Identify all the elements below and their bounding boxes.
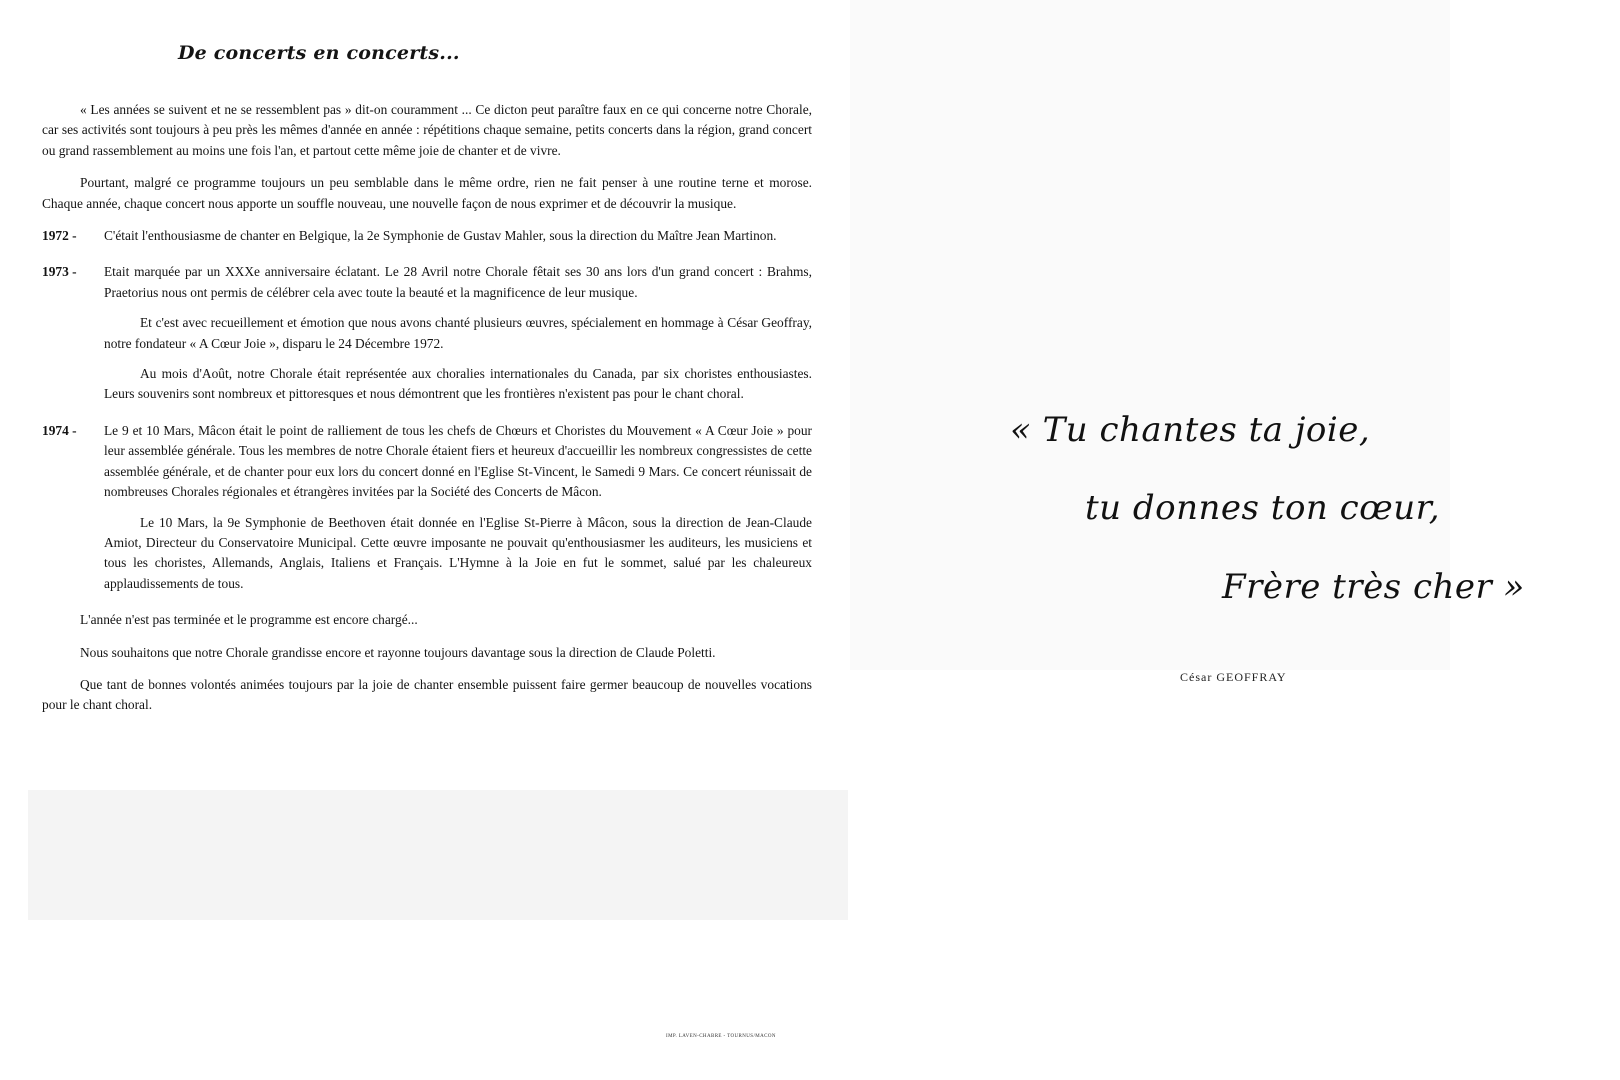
year-text: C'était l'enthousiasme de chanter en Belgique, la 2e Symphonie de Gustav Mahler, sous la direction du Maître Jean Martinon. — [104, 228, 777, 244]
quote-author: César GEOFFRAY — [1180, 670, 1287, 684]
article-page — [30, 0, 880, 1080]
paragraph-intro: « Les années se suivent et ne se ressemblent pas » dit-on couramment ... Ce dicton peut paraître faux en ce qui concerne notre Chorale, car ses activités sont toujours à peu près les mêmes d'année en année : répétitions chaque semaine, petits concerts dans la région, grand concert ou grand rassemblement au moins une fois l'an, et partout cette même joie de chanter et de vivre. — [42, 102, 812, 158]
paragraph-souhait: Nous souhaitons que notre Chorale grandisse encore et rayonne toujours davantage sous la direction de Claude Poletti. — [80, 644, 716, 660]
quote-line-1: « Tu chantes ta joie, — [1010, 410, 1371, 450]
paragraph-hommage: Et c'est avec recueillement et émotion que nous avons chanté plusieurs œuvres, spécialement en hommage à César Geoffray, notre fondateur « A Cœur Joie », disparu le 24 Décembre 1972. — [104, 315, 812, 351]
quote-line-2: tu donnes ton cœur, — [1085, 488, 1440, 528]
year-entry-1972 — [42, 226, 812, 246]
year-entry-1974 — [42, 421, 812, 503]
quote-line-3: Frère très cher » — [1222, 567, 1525, 607]
year-text: Etait marquée par un XXXe anniversaire éclatant. Le 28 Avril notre Chorale fêtait ses 30 ans lors d'un grand concert : Brahms, Praetorius nous ont permis de célébrer cela avec toute la beauté et la magnificence de leur musique. — [104, 264, 812, 300]
paragraph-beethoven: Le 10 Mars, la 9e Symphonie de Beethoven était donnée en l'Eglise St-Pierre à Mâcon, sous la direction de Jean-Claude Amiot, Directeur du Conservatoire Municipal. Cette œuvre imposante ne pouvait qu'enthousiasmer les auditeurs, les musiciens et tous les choristes, Allemands, Anglais, Italiens et Français. L'Hymne à la Joie en fut le sommet, salué par les chaleureux applaudissements de tous. — [104, 514, 812, 591]
year-label: 1973 - — [42, 264, 77, 280]
year-text: Le 9 et 10 Mars, Mâcon était le point de ralliement de tous les chefs de Chœurs et Choristes du Mouvement « A Cœur Joie » pour leur assemblée générale. Tous les membres de notre Chorale étaient fiers et heureux d'accueillir les nombreux congressistes de cette assemblée générale, et de chanter pour eux lors du concert donné en l'Eglise St-Vincent, le Samedi 9 Mars. Ce concert réunissait de nombreuses Chorales régionales et étrangères invitées par la Société des Concerts de Mâcon. — [104, 422, 812, 500]
article-body — [42, 100, 812, 716]
year-label: 1972 - — [42, 228, 77, 244]
year-label: 1974 - — [42, 422, 77, 438]
year-entry-1973 — [42, 262, 812, 303]
printer-imprint: IMP. LAVEN-CHABRE - TOURNUS/MACON — [666, 1034, 776, 1039]
paragraph-annee: L'année n'est pas terminée et le programme est encore chargé... — [80, 612, 418, 628]
paragraph-vocations: Que tant de bonnes volontés animées toujours par la joie de chanter ensemble puissent faire germer beaucoup de nouvelles vocations pour le chant choral. — [42, 676, 812, 713]
article-title: De concerts en concerts... — [178, 42, 460, 64]
paragraph-canada: Au mois d'Août, notre Chorale était représentée aux choralies internationales du Canada, par six choristes enthousiastes. Leurs souvenirs sont nombreux et pittoresques et nous démontrent que les frontières n'existent pas pour le chant choral. — [104, 366, 812, 402]
paragraph-pourtant: Pourtant, malgré ce programme toujours un peu semblable dans le même ordre, rien ne fait penser à une routine terne et morose. Chaque année, chaque concert nous apporte un souffle nouveau, une nouvelle façon de nous exprimer et de découvrir la musique. — [42, 175, 812, 211]
